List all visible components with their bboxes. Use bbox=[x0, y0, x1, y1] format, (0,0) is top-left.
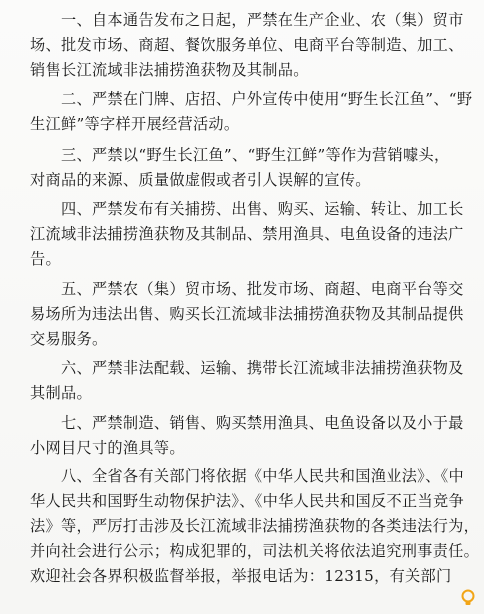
text-line: 生江鲜”等字样开展经营活动。 bbox=[30, 115, 240, 133]
paragraph-4 bbox=[30, 197, 464, 272]
text-line: 华人民共和国野生动物保护法》、《中华人民共和国反不正当竞争 bbox=[30, 492, 464, 510]
text-line: 一、自本通告发布之日起，严禁在生产企业、农（集）贸市 bbox=[30, 11, 464, 29]
text-line: 欢迎社会各界积极监督举报，举报电话为：12315，有关部门 bbox=[30, 567, 452, 585]
text-line: 告。 bbox=[30, 250, 61, 268]
text-line: 七、严禁制造、销售、购买禁用渔具、电鱼设备以及小于最 bbox=[30, 414, 464, 432]
text-line: 二、严禁在门牌、店招、户外宣传中使用“野生长江鱼”、“野 bbox=[30, 90, 473, 108]
text-line: 其制品。 bbox=[30, 384, 92, 402]
text-line: 交易服务。 bbox=[30, 330, 108, 348]
paragraph-5 bbox=[30, 277, 464, 352]
paragraph-2 bbox=[30, 87, 473, 137]
paragraph-7 bbox=[30, 411, 464, 461]
text-line: 销售长江流域非法捕捞渔获物及其制品。 bbox=[30, 61, 309, 79]
text-line: 江流域非法捕捞渔获物及其制品、禁用渔具、电鱼设备的违法广 bbox=[30, 225, 464, 243]
paragraph-1 bbox=[30, 8, 464, 83]
lightbulb-icon bbox=[458, 588, 478, 608]
text-line: 并向社会进行公示；构成犯罪的，司法机关将依法追究刑事责任。 bbox=[30, 542, 480, 560]
paragraph-3 bbox=[30, 143, 458, 193]
text-line: 场、批发市场、商超、餐饮服务单位、电商平台等制造、加工、 bbox=[30, 36, 464, 54]
text-line: 法》等，严厉打击涉及长江流域非法捕捞渔获物的各类违法行为， bbox=[30, 517, 480, 535]
text-line: 八、全省各有关部门将依据《中华人民共和国渔业法》、《中 bbox=[30, 467, 464, 485]
text-line: 易场所为违法出售、购买长江流域非法捕捞渔获物及其制品提供 bbox=[30, 305, 464, 323]
text-line: 五、严禁农（集）贸市场、批发市场、商超、电商平台等交 bbox=[30, 280, 464, 298]
text-line: 三、严禁以“野生长江鱼”、“野生江鲜”等作为营销噱头， bbox=[30, 146, 450, 164]
text-line: 对商品的来源、质量做虚假或者引人误解的宣传。 bbox=[30, 171, 371, 189]
text-line: 四、严禁发布有关捕捞、出售、购买、运输、转让、加工长 bbox=[30, 200, 464, 218]
text-line: 小网目尺寸的渔具等。 bbox=[30, 439, 185, 457]
paragraph-6 bbox=[30, 356, 464, 406]
paragraph-8 bbox=[30, 464, 480, 589]
text-line: 六、严禁非法配载、运输、携带长江流域非法捕捞渔获物及 bbox=[30, 359, 464, 377]
